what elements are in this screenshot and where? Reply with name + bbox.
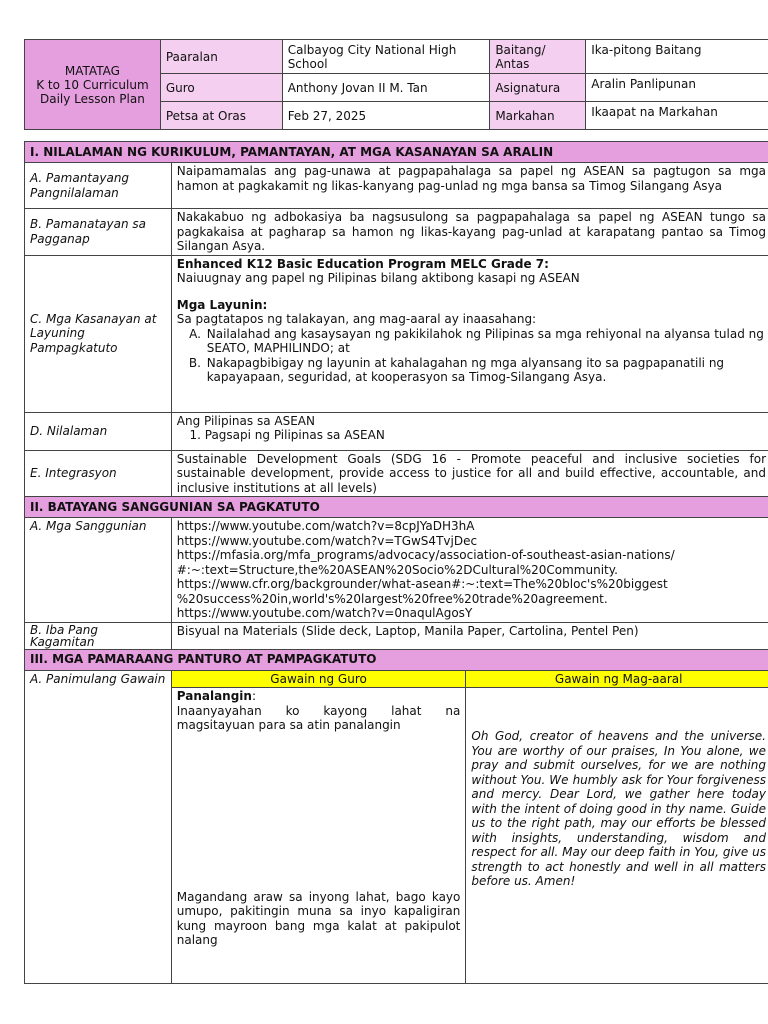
layunin-item: B. Nakapagbibigay ng layunin at kahalagahan ng mga alyansang ito sa pagpapanatili ng kapayapaan, seguridad, at kooperasyon sa Timog-Silangang Asya. — [205, 356, 766, 385]
section2-title: II. BATAYANG SANGGUNIAN SA PAGKATUTO — [25, 497, 768, 518]
lesson-plan-header — [24, 39, 768, 130]
markahan-label: Markahan — [490, 102, 586, 130]
layunin-intro: Sa pagtatapos ng talakayan, ang mag-aaral ay inaasahang: — [176, 312, 537, 326]
prayer-text: Oh God, creator of heavens and the universe. You are worthy of our praises, In You alone, we pray and submit ourselves, for we are nothing without You. We humbly ask for Your forgiveness and mercy. Dear Lord, we gather here today with the intent of doing good in thy name. Guide us to the right path, may our efforts be blessed with insights, understanding, wisdom and respect for all. May our deep faith in You, give us strength to act honestly and well in all matters before us. Amen! — [471, 729, 766, 888]
petsa-value: Feb 27, 2025 — [282, 102, 490, 130]
panimulang-gawain-label: A. Panimulang Gawain — [25, 670, 172, 984]
section1-title: I. NILALAMAN NG KURIKULUM, PAMANTAYAN, AT MGA KASANAYAN SA ARALIN — [25, 142, 768, 163]
guro-instruction-prayer: Inaanyayahan ko kayong lahat na magsitayuan para sa atin panalangin — [176, 703, 461, 732]
guro-value: Anthony Jovan II M. Tan — [282, 74, 490, 102]
gawain-magaaral-header: Gawain ng Mag-aaral — [466, 670, 768, 688]
integrasyon-label: E. Integrasyon — [25, 450, 172, 497]
layunin-list — [205, 327, 766, 385]
sanggunian-links — [171, 518, 768, 623]
sanggunian-label: A. Mga Sanggunian — [25, 518, 172, 623]
nilalaman-list — [205, 428, 766, 443]
reference-link[interactable]: https://www.cfr.org/backgrounder/what-asean#:~:text=The%20bloc's%20biggest — [176, 577, 668, 591]
asignatura-label: Asignatura — [490, 74, 586, 102]
guro-instruction-greeting: Magandang araw sa inyong lahat, bago kayo umupo, pakitingin muna sa inyo kapaligiran kung mayroon bang mga kalat at pakipulot nalang — [176, 889, 461, 947]
lesson-plan-body — [24, 141, 768, 984]
kagamitan-label: B. Iba Pang Kagamitan — [25, 622, 172, 649]
reference-link[interactable]: https://www.youtube.com/watch?v=0naqulAgosY — [176, 606, 473, 620]
paaralan-label: Paaralan — [160, 40, 282, 74]
petsa-label: Petsa at Oras — [160, 102, 282, 130]
melc-line: Naiuugnay ang papel ng Pilipinas bilang aktibong kasapi ng ASEAN — [176, 271, 580, 285]
melc-heading: Enhanced K12 Basic Education Program MELC Grade 7: — [176, 256, 549, 271]
section3-title: III. MGA PAMARAANG PANTURO AT PAMPAGKATUTO — [25, 649, 768, 670]
plan-title-line3: Daily Lesson Plan — [40, 91, 145, 106]
kasanayan-content — [171, 255, 768, 412]
pamantayan-sa-pagganap-label: B. Pamanatayan sa Pagganap — [25, 209, 172, 256]
reference-link[interactable]: #:~:text=Structure,the%20ASEAN%20Socio%2DCultural%20Community. — [176, 562, 618, 577]
guro-label: Guro — [160, 74, 282, 102]
integrasyon-text: Sustainable Development Goals (SDG 16 - Promote peaceful and inclusive societies for sustainable development, provide access to justice for all and build effective, accountable, and inclusive institutions at all levels) — [171, 450, 768, 497]
markahan-value: Ikaapat na Markahan — [586, 102, 768, 130]
plan-title-line2: K to 10 Curriculum — [36, 77, 149, 92]
nilalaman-title: Ang Pilipinas sa ASEAN — [176, 413, 315, 428]
asignatura-value: Aralin Panlipunan — [586, 74, 768, 102]
reference-link[interactable]: https://www.youtube.com/watch?v=TGwS4TvjDec — [176, 533, 478, 548]
reference-link[interactable]: %20success%20in,world's%20largest%20free%20trade%20agreement. — [176, 591, 608, 606]
layunin-heading: Mga Layunin: — [176, 297, 268, 312]
gawain-guro-content: Panalangin: Inaanyayahan ko kayong lahat na magsitayuan para sa atin panalangin Magandang araw sa inyong lahat, bago kayo umupo, pakitingin muna sa inyo kapaligiran kung mayroon bang mga kalat at pakipulot nalang — [171, 688, 466, 984]
reference-link[interactable]: https://www.youtube.com/watch?v=8cpJYaDH3hA — [176, 519, 475, 533]
reference-link[interactable]: https://mfasia.org/mfa_programs/advocacy/association-of-southeast-asian-nations/ — [176, 548, 675, 562]
plan-title-cell — [25, 40, 161, 130]
pamantayang-pangnilalaman-text: Naipamamalas ang pag-unawa at pagpapahalaga sa papel ng ASEAN sa pagtugon sa mga hamon at pagkakamit ng likas-kanyang pag-unlad ng mga bansa sa Timog Silangang Asya — [171, 163, 768, 209]
baitang-value: Ika-pitong Baitang — [586, 40, 768, 74]
panalangin-label: Panalangin — [176, 689, 252, 703]
gawain-guro-header: Gawain ng Guro — [171, 670, 466, 688]
paaralan-value: Calbayog City National High School — [282, 40, 490, 74]
nilalaman-label: D. Nilalaman — [25, 412, 172, 450]
pamantayan-sa-pagganap-text: Nakakabuo ng adbokasiya ba nagsusulong sa pagpapahalaga sa papel ng ASEAN tungo sa pagkakaisa at pagharap sa hamon ng likas-kayang pag-unlad at karapatang pantao sa Timog Silangan Asya. — [171, 209, 768, 256]
plan-title-line1: MATATAG — [64, 63, 120, 78]
nilalaman-item: 1. Pagsapi ng Pilipinas sa ASEAN — [205, 428, 766, 443]
nilalaman-content — [171, 412, 768, 450]
kasanayan-label: C. Mga Kasanayan at Layuning Pampagkatuto — [25, 255, 172, 412]
kagamitan-text: Bisyual na Materials (Slide deck, Laptop, Manila Paper, Cartolina, Pentel Pen) — [171, 622, 768, 649]
pamantayang-pangnilalaman-label: A. Pamantayang Pangnilalaman — [25, 163, 172, 209]
layunin-item: A. Nailalahad ang kasaysayan ng pakikilahok ng Pilipinas sa mga rehiyonal na alyansa tulad ng SEATO, MAPHILINDO; at — [205, 327, 766, 356]
baitang-label: Baitang/ Antas — [490, 40, 586, 74]
prayer-text-cell — [466, 688, 768, 984]
